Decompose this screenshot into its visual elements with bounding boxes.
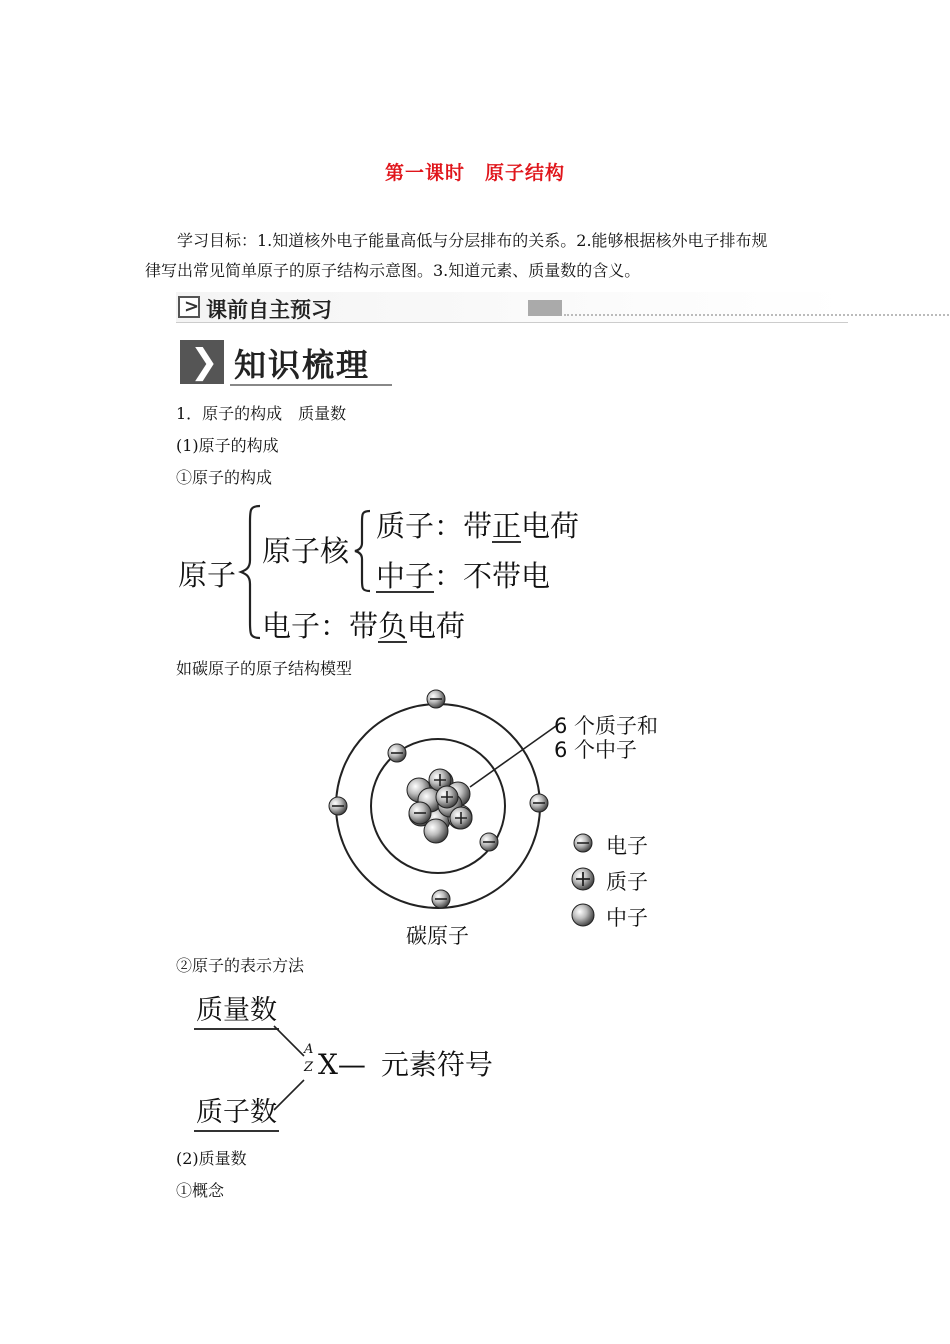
tree-proton-row — [376, 504, 579, 545]
legend-proton-icon — [572, 868, 594, 890]
item-heading: ①概念 — [176, 1181, 225, 1200]
arrow-box-icon: > — [178, 296, 200, 318]
page-title: 第一课时 原子结构 — [384, 162, 565, 184]
atomic-number-symbol: Z — [304, 1060, 314, 1075]
mass-number-symbol: A — [304, 1042, 314, 1057]
proton-number-label: 质子数 — [194, 1096, 279, 1132]
callout-line-1: 6 个质子和 — [554, 714, 659, 738]
legend-neutron-icon — [572, 904, 594, 926]
proton-blank: 正 — [492, 509, 522, 543]
tree-neutron-row — [376, 554, 550, 595]
knowledge-banner — [180, 340, 395, 390]
electron-blank: 负 — [378, 609, 408, 643]
nuclide-scripts — [300, 1040, 320, 1084]
chevron-right-icon: ❯ — [180, 340, 224, 384]
legend-proton-label: 质子 — [606, 870, 648, 894]
inner-brace-icon — [352, 507, 376, 595]
subsection-heading: (1)原子的构成 — [176, 436, 279, 455]
tree-electron-row — [262, 604, 465, 645]
mass-number-label: 质量数 — [194, 994, 279, 1030]
tree-nucleus-label: 原子核 — [262, 534, 350, 568]
electron-text-end: 电荷 — [407, 609, 466, 643]
legend-electron-label: 电子 — [606, 834, 648, 858]
electron-text: 电子：带 — [262, 609, 379, 643]
element-symbol-label: 元素符号 — [380, 1048, 493, 1081]
item-heading: ②原子的表示方法 — [176, 956, 305, 975]
preview-banner — [176, 292, 848, 326]
section-heading: 1．原子的构成 质量数 — [176, 404, 347, 423]
knowledge-banner-label: 知识梳理 — [234, 346, 371, 384]
item-heading: ①原子的构成 — [176, 468, 273, 487]
preview-banner-label: 课前自主预习 — [206, 298, 332, 322]
model-caption: 如碳原子的原子结构模型 — [176, 659, 353, 678]
goals-line-2: 律写出常见简单原子的原子结构示意图。3.知道元素、质量数的含义。 — [145, 261, 641, 280]
callout-line-2: 6 个中子 — [554, 738, 638, 762]
element-x: X— — [318, 1048, 366, 1081]
learning-goals — [145, 226, 835, 286]
legend-electron-icon — [574, 834, 592, 852]
proton-text: 质子：带 — [376, 509, 493, 543]
legend-neutron-label: 中子 — [606, 906, 648, 930]
goals-line-1: 学习目标：1.知道核外电子能量高低与分层排布的关系。2.能够根据核外电子排布规 — [177, 231, 768, 250]
tree-root-label: 原子 — [178, 558, 237, 592]
nucleus-icon — [407, 769, 472, 843]
nucleus-callout — [554, 714, 658, 762]
subsection-heading: (2)质量数 — [176, 1149, 247, 1168]
neutron-blank: 中子 — [376, 559, 435, 593]
neutron-text: ：不带电 — [434, 559, 551, 593]
proton-text-end: 电荷 — [521, 509, 580, 543]
atom-diagram-caption: 碳原子 — [406, 924, 469, 948]
element-symbol-row — [318, 1043, 493, 1083]
